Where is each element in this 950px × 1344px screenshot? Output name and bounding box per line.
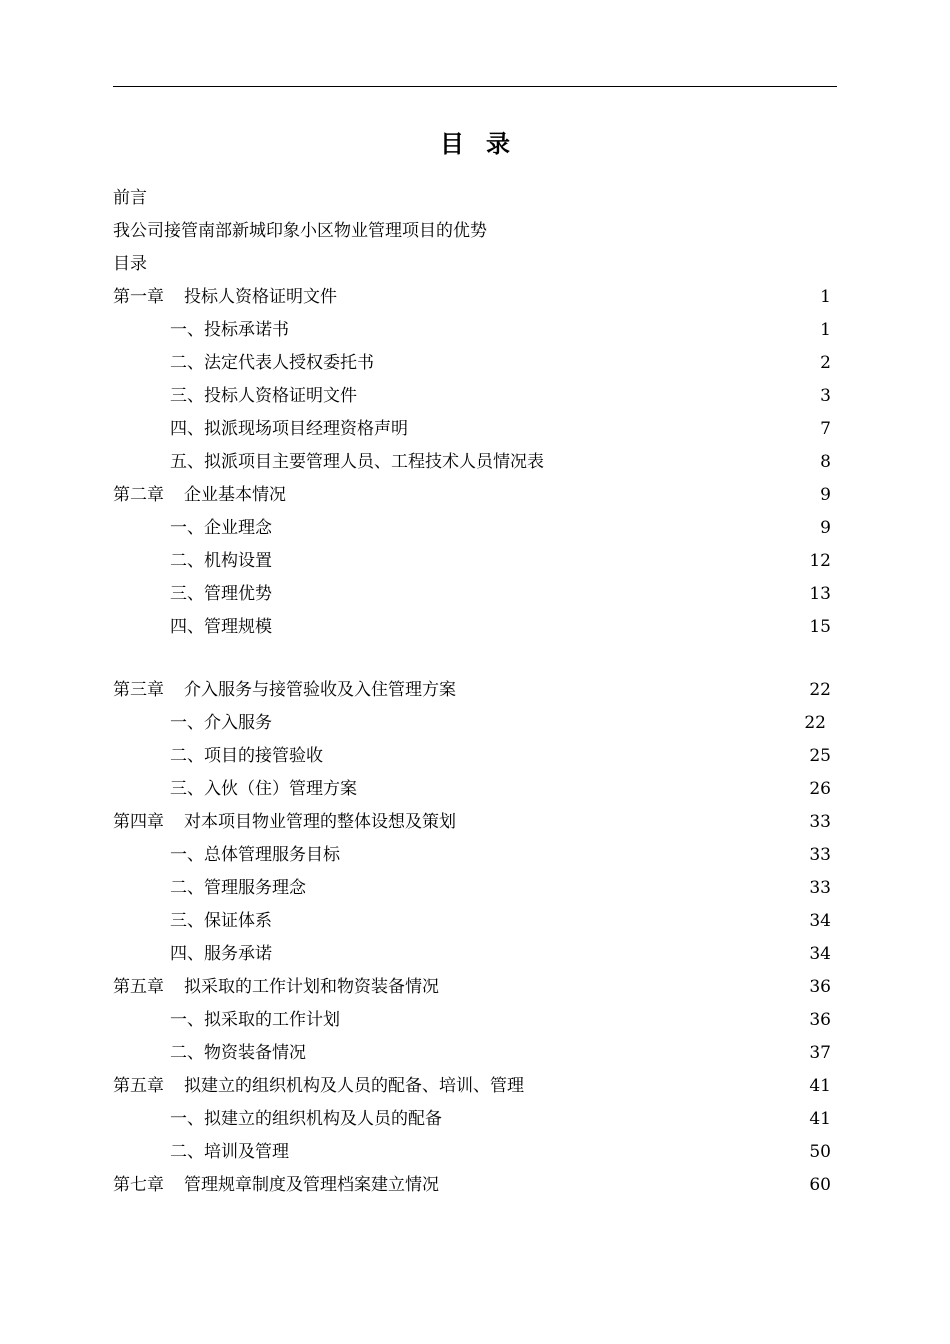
toc-section-entry (113, 380, 831, 413)
toc-entry-text: 拟建立的组织机构及人员的配备、培训、管理 (184, 1076, 524, 1096)
toc-chapter-label: 第七章 (113, 1175, 164, 1195)
toc-entry-text: 四、服务承诺 (170, 944, 272, 964)
toc-entry-text: 企业基本情况 (184, 485, 286, 505)
toc-entry-text: 三、入伙（住）管理方案 (170, 779, 357, 799)
toc-section-entry (113, 578, 831, 611)
toc-entry-text: 一、总体管理服务目标 (170, 845, 340, 865)
toc-entry-text: 拟采取的工作计划和物资装备情况 (184, 977, 439, 997)
toc-page-number: 33 (809, 878, 831, 898)
toc-section-entry (113, 545, 831, 578)
toc-page-number: 22 (809, 680, 831, 700)
toc-section-entry (113, 1136, 831, 1169)
toc-page-number: 9 (820, 518, 831, 538)
page-title: 目录 (440, 130, 532, 158)
toc-page-number: 1 (820, 320, 831, 340)
toc-page-number: 1 (820, 287, 831, 307)
toc-entry-text: 一、拟采取的工作计划 (170, 1010, 340, 1030)
table-of-contents (113, 182, 831, 1202)
toc-page-number: 7 (820, 419, 831, 439)
toc-entry-text: 一、拟建立的组织机构及人员的配备 (170, 1109, 442, 1129)
toc-page-number: 60 (809, 1175, 831, 1195)
toc-section-entry (113, 446, 831, 479)
toc-page-number: 41 (809, 1076, 831, 1096)
toc-entry-text: 二、法定代表人授权委托书 (170, 353, 374, 373)
toc-page-number: 36 (809, 977, 831, 997)
toc-chapter-label: 第一章 (113, 287, 164, 307)
toc-chapter-label: 第五章 (113, 977, 164, 997)
toc-entry-text: 一、介入服务 (170, 713, 272, 733)
toc-page-number: 26 (809, 779, 831, 799)
toc-entry-text: 三、投标人资格证明文件 (170, 386, 357, 406)
toc-entry-text: 二、物资装备情况 (170, 1043, 306, 1063)
toc-section-entry (113, 1004, 831, 1037)
toc-chapter-entry (113, 479, 831, 512)
toc-intro-text: 我公司接管南部新城印象小区物业管理项目的优势 (113, 221, 487, 241)
toc-page-number: 2 (820, 353, 831, 373)
toc-intro-item (113, 215, 831, 248)
toc-intro-text: 前言 (113, 188, 147, 208)
toc-chapter-entry (113, 674, 831, 707)
toc-section-entry (113, 1103, 831, 1136)
toc-section-entry (113, 1037, 831, 1070)
toc-page-number: 22 (804, 713, 826, 733)
toc-entry-text: 二、机构设置 (170, 551, 272, 571)
toc-entry-text: 四、管理规模 (170, 617, 272, 637)
toc-section-entry (113, 512, 831, 545)
toc-page-number: 12 (809, 551, 831, 571)
toc-section-entry (113, 347, 831, 380)
toc-entry-text: 介入服务与接管验收及入住管理方案 (184, 680, 456, 700)
toc-entry-text: 一、企业理念 (170, 518, 272, 538)
toc-section-entry (113, 938, 831, 971)
toc-intro-item (113, 248, 831, 281)
toc-entry-text: 二、培训及管理 (170, 1142, 289, 1162)
toc-page-number: 33 (809, 845, 831, 865)
toc-chapter-entry (113, 1169, 831, 1202)
toc-page-number: 9 (820, 485, 831, 505)
toc-chapter-entry (113, 971, 831, 1004)
toc-page-number: 41 (809, 1109, 831, 1129)
toc-intro-text: 目录 (113, 254, 147, 274)
toc-entry-text: 三、管理优势 (170, 584, 272, 604)
toc-chapter-entry (113, 1070, 831, 1103)
header-rule (113, 86, 837, 87)
toc-entry-text: 二、管理服务理念 (170, 878, 306, 898)
toc-chapter-entry (113, 806, 831, 839)
toc-entry-text: 投标人资格证明文件 (184, 287, 337, 307)
toc-section-entry (113, 707, 831, 740)
toc-section-entry (113, 413, 831, 446)
toc-section-entry (113, 872, 831, 905)
toc-page-number: 8 (820, 452, 831, 472)
toc-entry-text: 三、保证体系 (170, 911, 272, 931)
toc-section-entry (113, 905, 831, 938)
toc-page-number: 15 (809, 617, 831, 637)
toc-section-entry (113, 773, 831, 806)
toc-page-number: 34 (809, 911, 831, 931)
toc-entry-text: 四、拟派现场项目经理资格声明 (170, 419, 408, 439)
toc-entry-text: 二、项目的接管验收 (170, 746, 323, 766)
toc-page-number: 37 (809, 1043, 831, 1063)
toc-entry-text: 对本项目物业管理的整体设想及策划 (184, 812, 456, 832)
toc-entry-text: 管理规章制度及管理档案建立情况 (184, 1175, 439, 1195)
toc-chapter-entry (113, 281, 831, 314)
toc-page-number: 25 (809, 746, 831, 766)
toc-page-number: 3 (820, 386, 831, 406)
toc-chapter-label: 第四章 (113, 812, 164, 832)
toc-page-number: 33 (809, 812, 831, 832)
toc-section-entry (113, 611, 831, 644)
toc-entry-text: 五、拟派项目主要管理人员、工程技术人员情况表 (170, 452, 544, 472)
toc-intro-item (113, 182, 831, 215)
toc-chapter-label: 第二章 (113, 485, 164, 505)
toc-page-number: 13 (809, 584, 831, 604)
toc-chapter-label: 第五章 (113, 1076, 164, 1096)
toc-page-number: 34 (809, 944, 831, 964)
toc-page-number: 50 (809, 1142, 831, 1162)
toc-spacer (113, 644, 831, 674)
toc-section-entry (113, 839, 831, 872)
toc-entry-text: 一、投标承诺书 (170, 320, 289, 340)
toc-section-entry (113, 740, 831, 773)
toc-chapter-label: 第三章 (113, 680, 164, 700)
toc-section-entry (113, 314, 831, 347)
toc-page-number: 36 (809, 1010, 831, 1030)
